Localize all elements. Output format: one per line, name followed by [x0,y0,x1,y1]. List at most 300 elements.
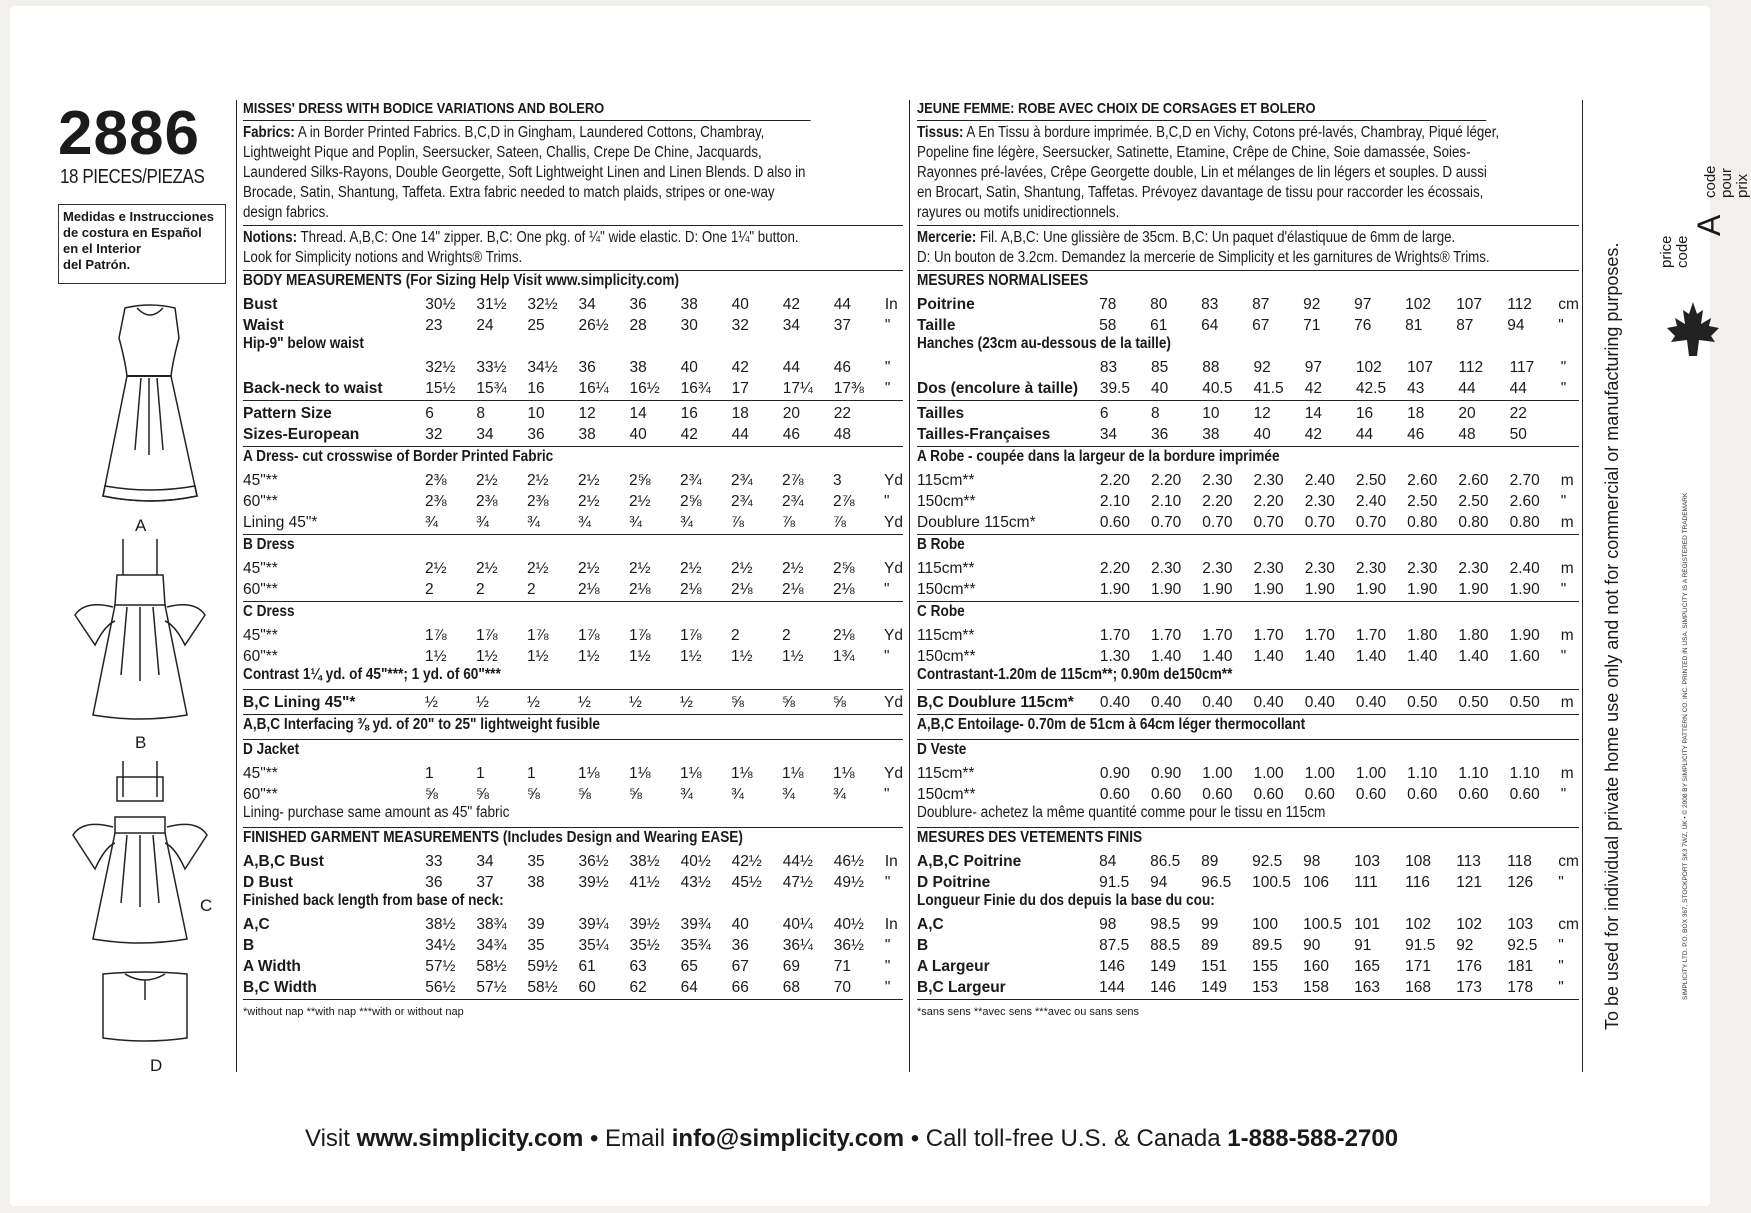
cell-value: 38½ [629,853,660,870]
cell-value: 1½ [578,648,600,665]
cell-value: 40½ [833,916,864,933]
cell-value: 1.40 [1458,648,1489,665]
cell-unit: " [884,380,891,397]
cell-unit: " [884,317,891,334]
cell-value: 83 [1099,359,1118,376]
cell-unit: " [1558,937,1564,954]
table-row [243,624,903,645]
cell-value: 1½ [425,648,447,665]
section-header-text: D Veste [917,741,967,758]
cell-value: ½ [680,694,693,711]
cell-value: 2⅞ [833,493,855,510]
fabrics-line: A En Tissu à bordure imprimée. B,C,D en Vichy, Cotons pré-lavés, Chambray, Piqué léger, [966,124,1500,141]
cell-value: 22 [833,405,852,422]
divider [243,270,903,271]
view-a-label: A [135,516,147,535]
section-header [917,829,1579,850]
divider [243,739,903,740]
cell-value: 35¼ [578,937,609,954]
divider [243,400,903,401]
cell-value: 34 [476,426,494,443]
cell-value: 37 [833,317,852,334]
view-a-sketch [95,300,205,510]
table-row [243,762,903,783]
section-header [243,603,903,624]
cell-value: ½ [425,694,438,711]
cell-value: 2.30 [1407,560,1438,577]
table-row [917,557,1579,578]
cell-value: 181 [1507,958,1534,975]
cell-value: 176 [1456,958,1483,975]
row-label: 45"** [243,765,278,782]
cell-value: 89 [1201,853,1219,870]
cell-value: 90 [1303,937,1321,954]
cell-value: 36 [527,426,545,443]
section-header-text: FINISHED GARMENT MEASUREMENTS (Includes Design and Wearing EASE) [243,829,743,846]
cell-value: 98 [1303,853,1321,870]
cell-value: 144 [1099,979,1125,996]
cell-value: 178 [1507,979,1534,996]
cell-value: 0.70 [1151,514,1182,531]
cell-value: 35 [527,937,545,954]
table-row [243,293,903,314]
cell-value: 58 [1099,317,1117,334]
cell-value: 66 [731,979,749,996]
cell-value: 31½ [476,296,507,313]
cell-value: 2⅛ [833,581,855,598]
cell-value: 112 [1458,359,1484,376]
cell-value: 2.40 [1355,493,1387,510]
cell-value: 88.5 [1150,937,1181,954]
cell-unit: cm [1558,296,1579,313]
cell-value: 2.60 [1458,472,1489,489]
cell-value: 1.90 [1458,581,1489,598]
cell-value: 2½ [578,472,600,489]
cell-value: 25 [527,317,545,334]
fabrics-line: rayures ou motifs unidirectionnels. [917,204,1120,221]
measurement-table [243,402,903,444]
cell-value: 98 [1099,916,1117,933]
cell-value: 1⅛ [629,765,651,782]
cell-value: 149 [1150,958,1176,975]
cell-value: 65 [680,958,698,975]
note-text: Doublure- achetez la même quantité comme pour le tissu en 115cm [917,804,1326,821]
row-label: Tailles-Françaises [917,426,1051,443]
cell-value: 45½ [731,874,762,891]
cell-value: 1.40 [1355,648,1387,665]
code-word: code [1674,235,1691,268]
cell-value: 0.90 [1099,765,1130,782]
row-label: Bust [243,296,278,313]
row-label: Dos (encolure à taille) [917,380,1079,397]
cell-unit: " [1558,317,1564,334]
table-row [917,402,1579,423]
cell-value: 112 [1507,296,1532,313]
divider [243,714,903,715]
view-c-sketch [65,757,215,947]
table-row [243,871,903,892]
cell-value: 35½ [629,937,660,954]
cell-value: 2⅜ [425,472,447,489]
cell-value: 0.80 [1407,514,1438,531]
copyright-notice: SIMPLICITY LTD. P.O. BOX 367, STOCKPORT SK3 7WZ, UK • © 2008 BY SIMPLICITY PATTERN CO. INC. PRINTED IN USA. SIMPLICITY IS A REGISTERED TRADEMARK [1682,492,1689,1000]
row-label: B,C Largeur [917,979,1006,996]
row-label: A,C [917,916,944,933]
cell-value: 15¾ [476,380,507,397]
cell-value: 42 [1304,426,1322,443]
cell-value: 32½ [425,359,456,376]
table-row [243,955,903,976]
cell-value: 1.90 [1202,581,1233,598]
measurement-table [243,624,903,666]
spanish-note-line: de costura en Español [63,225,202,240]
cell-value: 30½ [425,296,456,313]
cell-value: 2.30 [1151,560,1182,577]
divider [917,739,1579,740]
cell-value: 8 [1151,405,1160,422]
cell-value: 2.50 [1355,472,1387,489]
cell-value: 2 [731,627,740,644]
row-label: 60"** [243,786,278,803]
measurement-table [917,624,1579,666]
cell-value: 35¾ [680,937,711,954]
cell-value: 85 [1151,359,1169,376]
cell-value: 2.20 [1099,560,1130,577]
cell-value: 32 [425,426,443,443]
cell-value: 1.40 [1407,648,1438,665]
cell-value: 57½ [476,979,507,996]
cell-value: 0.90 [1151,765,1182,782]
cell-unit: Yd [884,627,903,644]
cell-value: 38 [629,359,647,376]
cell-value: ¾ [833,786,846,803]
cell-value: 0.50 [1509,694,1540,711]
cell-value: 38 [680,296,698,313]
cell-unit: " [884,874,891,891]
table-row [243,469,903,490]
hip-label-text: Hip-9" below waist [243,335,364,352]
cell-value: 2½ [527,472,549,489]
cell-value: 101 [1354,916,1381,933]
notions-line: Look for Simplicity notions and Wrights® Trims. [243,249,523,266]
cell-value: 2⅝ [680,493,702,510]
cell-value: 2 [782,627,791,644]
cell-value: 1.70 [1304,627,1335,644]
cell-value: 0.60 [1253,786,1284,803]
cell-value: 102 [1456,916,1483,933]
section-header-text: A Robe - coupée dans la largeur de la bordure imprimée [917,448,1280,465]
cell-value: 28 [629,317,647,334]
table-row [243,557,903,578]
cell-value: 58½ [527,979,558,996]
cell-value: ⅝ [731,694,744,711]
cell-value: 12 [1253,405,1271,422]
cell-value: 46½ [833,853,864,870]
cell-value: 91 [1354,937,1372,954]
cell-value: 38 [578,426,596,443]
table-row [243,913,903,934]
cell-value: 39½ [578,874,609,891]
cell-value: 14 [1304,405,1322,422]
prix-word: prix [1734,173,1751,198]
cell-value: 1⅛ [680,765,702,782]
table-row [243,578,903,599]
cell-value: 17¼ [782,380,813,397]
section-header [917,272,1579,293]
fabrics-paragraph [243,123,903,223]
cell-value: 1.70 [1151,627,1182,644]
section-header-text: Finished back length from base of neck: [243,892,504,909]
divider [917,534,1579,535]
cell-value: 113 [1456,853,1481,870]
footer-visit: Visit [305,1125,357,1152]
cell-value: 106 [1303,874,1330,891]
cell-value: 0.40 [1099,694,1130,711]
cell-value: 43½ [680,874,711,891]
cell-value: ½ [629,694,642,711]
cell-value: ¾ [578,514,591,531]
cell-value: 1⅛ [578,765,600,782]
cell-value: 0.80 [1509,514,1540,531]
divider [917,827,1579,828]
cell-unit: " [1560,493,1567,510]
english-column [243,100,903,1018]
table-row [917,469,1579,490]
cell-value: 160 [1303,958,1330,975]
cell-value: 36 [629,296,647,313]
cell-value: 146 [1150,979,1176,996]
cell-value: 2⅞ [782,472,804,489]
cell-value: 86.5 [1150,853,1181,870]
note-line [243,804,903,825]
fabrics-line: design fabrics. [243,204,329,221]
cell-value: 56½ [425,979,456,996]
cell-value: 2.30 [1304,560,1335,577]
cell-value: 121 [1456,874,1483,891]
row-label: Back-neck to waist [243,380,383,397]
cell-value: 42 [680,426,698,443]
table-row [917,511,1579,532]
notions-line: Fil. A,B,C: Une glissière de 35cm. B,C: Un paquet d'élastiquue de 6mm de large. [979,229,1456,246]
cell-value: 98.5 [1150,916,1181,933]
cell-value: 0.60 [1304,786,1335,803]
cell-value: 67 [731,958,749,975]
cell-value: 41.5 [1253,380,1284,397]
cell-value: 2.30 [1458,560,1489,577]
table-row [243,645,903,666]
cell-value: 1.90 [1509,627,1540,644]
cell-value: 1.10 [1509,765,1540,782]
cell-value: 34½ [527,359,558,376]
cell-value: 0.70 [1355,514,1387,531]
row-label [243,356,425,377]
section-header-text: A Dress- cut crosswise of Border Printed Fabric [243,448,554,465]
row-label: B [243,937,255,954]
nap-footnote: *without nap **with nap ***with or without nap [243,1006,464,1018]
cell-value: 44 [782,359,800,376]
cell-value: 2.40 [1304,472,1335,489]
table-row [917,955,1579,976]
cell-value: 100 [1252,916,1278,933]
cell-value: ¾ [527,514,540,531]
cell-value: 35 [527,853,545,870]
cell-value: 36½ [833,937,864,954]
email-link[interactable]: info@simplicity.com [671,1125,905,1152]
row-label: A,B,C Poitrine [917,853,1022,870]
cell-value: 1 [425,765,434,782]
cell-value: 87 [1456,317,1474,334]
price-code-letter: A [1691,214,1727,236]
cell-value: 108 [1405,853,1432,870]
cell-value: 116 [1405,874,1430,891]
cell-value: 18 [1407,405,1425,422]
cell-value: 1⅞ [578,627,600,644]
cell-unit: " [884,359,891,376]
cell-value: 64 [1201,317,1219,334]
table-row [243,490,903,511]
spanish-note-line: en el Interior [63,241,142,256]
hip-label-text: Hanches (23cm au-dessous de la taille) [917,335,1171,352]
cell-value: 2 [527,581,536,598]
section-header [243,272,903,293]
cell-value: 40½ [680,853,711,870]
cell-value: 1⅛ [833,765,855,782]
cell-value: 87 [1252,296,1270,313]
cell-value: 1½ [527,648,549,665]
measurement-table [243,356,903,398]
cell-value: 42 [782,296,800,313]
cell-value: 1¾ [833,648,855,665]
cell-value: ¾ [680,514,693,531]
pour-word: pour [1718,167,1735,198]
cell-value: 40 [1151,380,1169,397]
cell-value: 1⅞ [425,627,447,644]
cell-value: 2⅝ [833,560,855,577]
cell-unit: m [1560,627,1574,644]
cell-value: 153 [1252,979,1278,996]
cell-value: 107 [1407,359,1434,376]
divider [917,446,1579,447]
cell-value: 1.90 [1151,581,1182,598]
cell-value: 16½ [629,380,660,397]
cell-value: 1.70 [1202,627,1233,644]
cell-value: 39¾ [680,916,711,933]
cell-value: 20 [1458,405,1476,422]
cell-value: 81 [1405,317,1423,334]
cell-value: 78 [1099,296,1117,313]
cell-value: 1.70 [1253,627,1284,644]
table-row [917,871,1579,892]
row-label: A,C [243,916,270,933]
cell-value: ⅝ [425,786,438,803]
column-divider [236,100,237,1072]
row-label: A Width [243,958,301,975]
section-header-text: MESURES DES VETEMENTS FINIS [917,829,1143,846]
cell-value: 0.60 [1355,786,1387,803]
cell-value: 146 [1099,958,1125,975]
row-label: 60"** [243,648,278,665]
divider [243,827,903,828]
cell-value: 92 [1303,296,1321,313]
measurement-table [917,913,1579,997]
view-c-label: C [200,896,213,915]
cell-value: 41½ [629,874,660,891]
cell-value: 34 [782,317,800,334]
cell-value: 2⅛ [578,581,600,598]
cell-unit [1561,423,1579,444]
price-code-en [1659,235,1691,268]
cell-value: 1.90 [1407,581,1438,598]
cell-value: 17 [731,380,749,397]
cell-unit: Yd [884,694,903,711]
cell-value: 2.30 [1202,560,1233,577]
table-row [917,976,1579,997]
divider [243,225,903,226]
cell-value: 168 [1405,979,1432,996]
section-header-text: BODY MEASUREMENTS (For Sizing Help Visit www.simplicity.com) [243,272,680,289]
cell-unit: " [884,648,890,665]
notions-line: Thread. A,B,C: One 14" zipper. B,C: One pkg. of ¼" wide elastic. D: One 1¼" button. [300,229,799,246]
maple-leaf-icon [1663,300,1723,360]
cell-value: ¾ [629,514,642,531]
cell-value: 102 [1405,916,1432,933]
fabrics-line: Lightweight Pique and Poplin, Seersucker, Sateen, Challis, Crepe De Chine, Jacquards, [243,144,762,161]
website-link[interactable]: www.simplicity.com [356,1125,584,1152]
section-header [243,829,903,850]
cell-value: 16 [680,405,698,422]
row-label: 115cm** [917,627,975,644]
cell-value: 2½ [782,560,804,577]
cell-value: 107 [1456,296,1483,313]
phone-number: 1-888-588-2700 [1227,1125,1399,1152]
cell-value: ½ [578,694,591,711]
cell-value: 24 [476,317,494,334]
cell-value: 38 [527,874,545,891]
section-header [917,536,1579,557]
cell-value: 173 [1456,979,1483,996]
cell-value: 0.70 [1304,514,1335,531]
fabrics-line: A in Border Printed Fabrics. B,C,D in Gingham, Laundered Cottons, Chambray, [297,124,765,141]
cell-value: 1.10 [1458,765,1489,782]
cell-value: 16¾ [680,380,711,397]
cell-value: 38¾ [476,916,507,933]
cell-value: 64 [680,979,698,996]
pattern-number: 2886 [58,99,200,168]
cell-value: 1.80 [1407,627,1438,644]
measurement-table [243,850,903,892]
cell-value: 42 [1304,380,1322,397]
cell-value: 2½ [629,560,651,577]
cell-value: 97 [1304,359,1322,376]
cell-value: 36 [578,359,596,376]
cell-value: 118 [1507,853,1532,870]
table-row [243,356,903,377]
cell-value: 1.40 [1304,648,1335,665]
cell-value: 44 [731,426,749,443]
fabrics-paragraph [917,123,1577,223]
cell-value: 0.60 [1509,786,1540,803]
row-label: B,C Width [243,979,317,996]
cell-value: ¾ [476,514,489,531]
cell-unit: cm [1558,916,1579,933]
measurement-table [243,691,903,712]
cell-unit [885,402,903,423]
code-word: code [1702,165,1719,198]
cell-value: 1 [527,765,536,782]
cell-value: 59½ [527,958,558,975]
divider [243,999,903,1000]
cell-unit: " [1560,380,1567,397]
